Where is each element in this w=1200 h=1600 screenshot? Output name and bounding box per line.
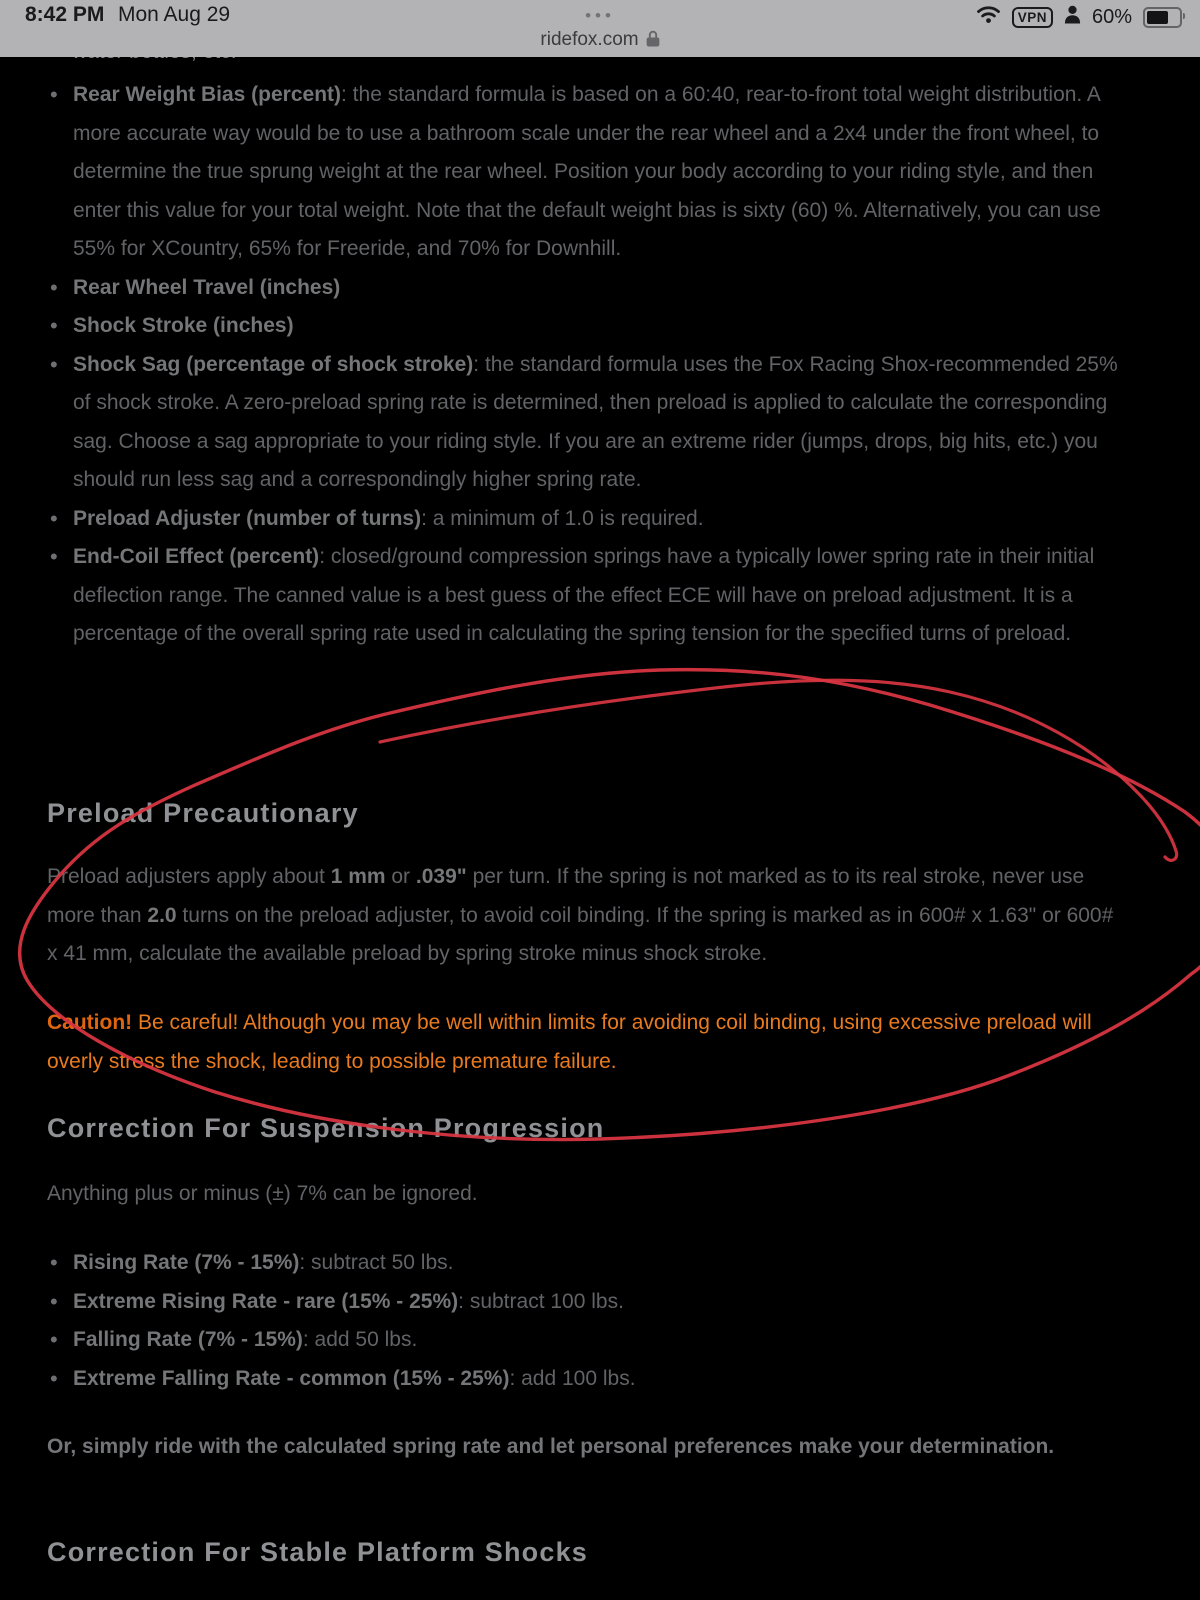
text-segment: per turn. If the spring is not marked as to its real stroke, never use more than — [47, 865, 1085, 927]
progression-rate-list — [47, 1244, 1125, 1398]
bold-segment: 1 mm — [330, 865, 386, 888]
bold-segment: 2.0 — [147, 903, 177, 927]
safari-status-bar — [0, 0, 1200, 57]
list-item-lead: Extreme Falling Rate - common (15% - 25%) — [73, 1366, 510, 1390]
list-item — [47, 76, 1125, 269]
url-domain[interactable]: ridefox.com — [540, 29, 639, 50]
list-item-lead: Extreme Rising Rate - rare (15% - 25%) — [73, 1289, 459, 1313]
list-item — [47, 500, 1125, 539]
list-item-text: : subtract 50 lbs. — [299, 1251, 454, 1274]
multitask-dots-icon[interactable]: ••• — [585, 6, 615, 25]
list-item-text: : add 100 lbs. — [509, 1366, 636, 1390]
list-item-text: : add 50 lbs. — [302, 1328, 418, 1351]
list-item-text: : closed/ground compression springs have a typically lower spring rate in their initial deflection range. The canned value is a best guess of the effect ECE will have on preload adjustment. It is a percentage of the overall spring rate used in calculating the spring tension for the specified turns of preload. — [73, 545, 1095, 645]
list-item-lead: Rear Weight Bias (percent) — [73, 83, 342, 106]
list-item-text: : the standard formula is based on a 60:40, rear-to-front total weight distribution. A more accurate way would be to use a bathroom scale under the rear wheel and a 2x4 under the front wheel, to determine the true sprung weight at the rear wheel. Position your body according to your riding style, and then enter this value for your total weight. Note that the default weight bias is sixty (60) %. Alternatively, you can use 55% for XCountry, 65% for Freeride, and 70% for Downhill. — [73, 83, 1101, 260]
list-item-lead: Rear Wheel Travel (inches) — [73, 275, 341, 299]
bold-segment: .039" — [415, 865, 467, 888]
caution-text: Be careful! Although you may be well within limits for avoiding coil binding, using excessive preload will overly stress the shock, leading to possible premature failure. — [47, 1011, 1092, 1073]
list-item-lead: Preload Adjuster (number of turns) — [73, 506, 422, 530]
section-heading-preload-precautionary: Preload Precautionary — [47, 798, 359, 828]
list-item — [47, 269, 1125, 308]
caution-paragraph — [47, 1004, 1127, 1081]
clock: 8:42 PM — [25, 3, 105, 26]
profile-person-icon — [1064, 5, 1081, 29]
list-item — [47, 346, 1125, 500]
section-heading-stable-platform: Correction For Stable Platform Shocks — [47, 1537, 588, 1567]
list-item — [47, 1360, 1125, 1399]
battery-icon — [1143, 7, 1182, 28]
wifi-icon — [976, 5, 1001, 29]
list-item — [47, 1283, 1125, 1322]
date: Mon Aug 29 — [118, 3, 231, 26]
setup-parameter-list — [47, 76, 1125, 654]
list-item — [47, 1321, 1125, 1360]
list-item — [47, 307, 1125, 346]
section-heading-suspension-progression: Correction For Suspension Progression — [47, 1113, 605, 1143]
list-item-lead: Shock Sag (percentage of shock stroke) — [73, 352, 474, 376]
address-bar[interactable] — [0, 29, 1200, 53]
text-segment: Preload adjusters apply about — [47, 865, 331, 888]
list-item — [47, 1244, 1125, 1283]
list-item-text: : the standard formula uses the Fox Racing Shox-recommended 25% of shock stroke. A zero-preload spring rate is determined, then preload is applied to calculate the corresponding sag. Choose a sag appropriate to your riding style. If you are an extreme rider (jumps, drops, big hits, etc.) you should run less sag and a correspondingly higher spring rate. — [73, 352, 1118, 491]
vpn-badge: VPN — [1012, 7, 1053, 28]
progression-intro: Anything plus or minus (±) 7% can be ignored. — [47, 1182, 478, 1205]
list-item-text: : a minimum of 1.0 is required. — [421, 506, 704, 530]
preload-paragraph — [47, 858, 1127, 974]
list-item-lead: End-Coil Effect (percent) — [73, 545, 320, 568]
lock-icon — [646, 30, 660, 53]
caution-label: Caution! — [47, 1011, 133, 1034]
status-icons — [976, 4, 1182, 30]
closing-note: Or, simply ride with the calculated spring rate and let personal preferences make your determination. — [47, 1435, 1055, 1458]
text-segment: or — [385, 865, 416, 888]
list-item-text: : subtract 100 lbs. — [458, 1289, 624, 1313]
text-segment: turns on the preload adjuster, to avoid coil binding. If the spring is marked as in 600# x 1.63" or 600# x 41 mm, calculate the available preload by spring stroke minus shock stroke. — [47, 903, 1114, 965]
list-item — [47, 538, 1125, 654]
list-item-lead: Falling Rate (7% - 15%) — [73, 1328, 303, 1351]
list-item-lead: Shock Stroke (inches) — [73, 314, 294, 337]
list-item-lead: Rising Rate (7% - 15%) — [73, 1251, 300, 1274]
battery-percent-label: 60% — [1091, 5, 1132, 28]
